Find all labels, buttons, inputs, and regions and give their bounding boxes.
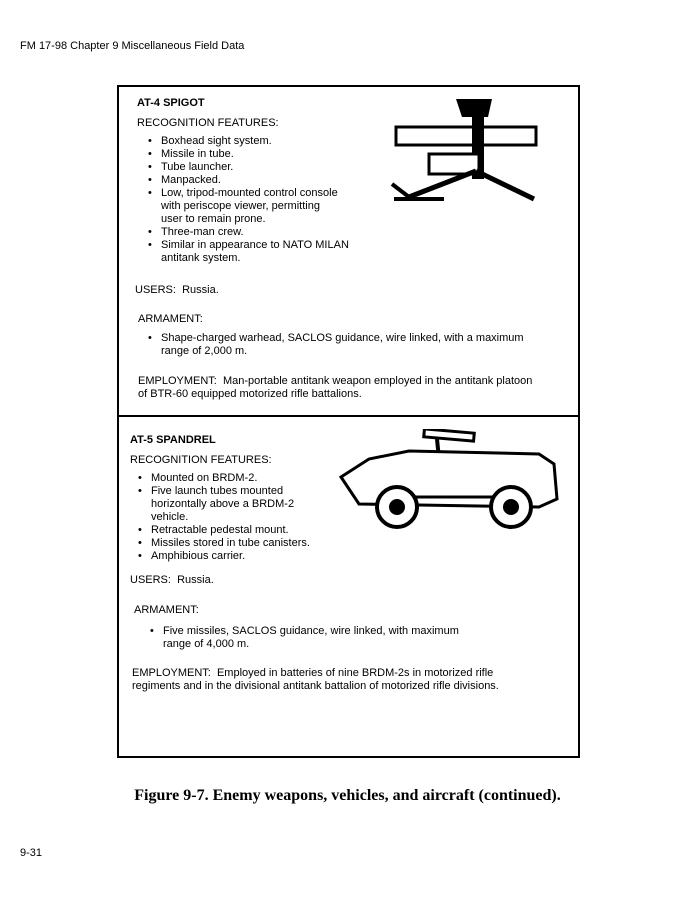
section-at5-spandrel — [119, 417, 578, 756]
users-text: USERS: Russia. — [135, 284, 219, 296]
feature-item: • Tube launcher. — [144, 161, 349, 174]
recognition-label: RECOGNITION FEATURES: — [137, 117, 279, 129]
feature-item: • Three-man crew. — [144, 226, 349, 239]
recognition-label: RECOGNITION FEATURES: — [130, 454, 272, 466]
armament-list — [146, 625, 459, 651]
running-header: FM 17-98 Chapter 9 Miscellaneous Field Data — [20, 40, 245, 52]
at4-spigot-illustration — [384, 99, 549, 204]
brdm2-vehicle-illustration — [339, 429, 564, 531]
armament-list — [144, 332, 524, 358]
feature-list — [144, 135, 349, 265]
feature-item: • Mounted on BRDM-2. — [134, 472, 310, 485]
feature-item: • Manpacked. — [144, 174, 349, 187]
armament-label: ARMAMENT: — [138, 313, 203, 325]
feature-item: • Boxhead sight system. — [144, 135, 349, 148]
feature-item: • Missile in tube. — [144, 148, 349, 161]
section-title: AT-4 SPIGOT — [137, 97, 205, 109]
figure-frame — [117, 85, 580, 758]
employment-text: EMPLOYMENT: Man-portable antitank weapon employed in the antitank platoon of BTR-60 equipped motorized rifle battalions. — [138, 375, 533, 400]
section-title: AT-5 SPANDREL — [130, 434, 216, 446]
page-number: 9-31 — [20, 847, 43, 859]
feature-item: • Five launch tubes mounted horizontally above a BRDM-2 vehicle. — [134, 485, 310, 524]
feature-list — [134, 472, 310, 563]
armament-item: • Shape-charged warhead, SACLOS guidance, wire linked, with a maximum range of 2,000 m. — [144, 332, 524, 358]
feature-item: • Low, tripod-mounted control console with periscope viewer, permitting user to remain prone. — [144, 187, 349, 226]
users-text: USERS: Russia. — [130, 574, 214, 586]
figure-caption: Figure 9-7. Enemy weapons, vehicles, and aircraft (continued). — [134, 787, 561, 804]
feature-item: • Amphibious carrier. — [134, 550, 310, 563]
feature-item: • Similar in appearance to NATO MILAN antitank system. — [144, 239, 349, 265]
armament-item: • Five missiles, SACLOS guidance, wire linked, with maximum range of 4,000 m. — [146, 625, 459, 651]
feature-item: • Retractable pedestal mount. — [134, 524, 310, 537]
employment-text: EMPLOYMENT: Employed in batteries of nine BRDM-2s in motorized rifle regiments and in the divisional antitank battalion of motorized rifle divisions. — [132, 667, 499, 692]
section-at4-spigot — [119, 87, 578, 415]
feature-item: • Missiles stored in tube canisters. — [134, 537, 310, 550]
armament-label: ARMAMENT: — [134, 604, 199, 616]
